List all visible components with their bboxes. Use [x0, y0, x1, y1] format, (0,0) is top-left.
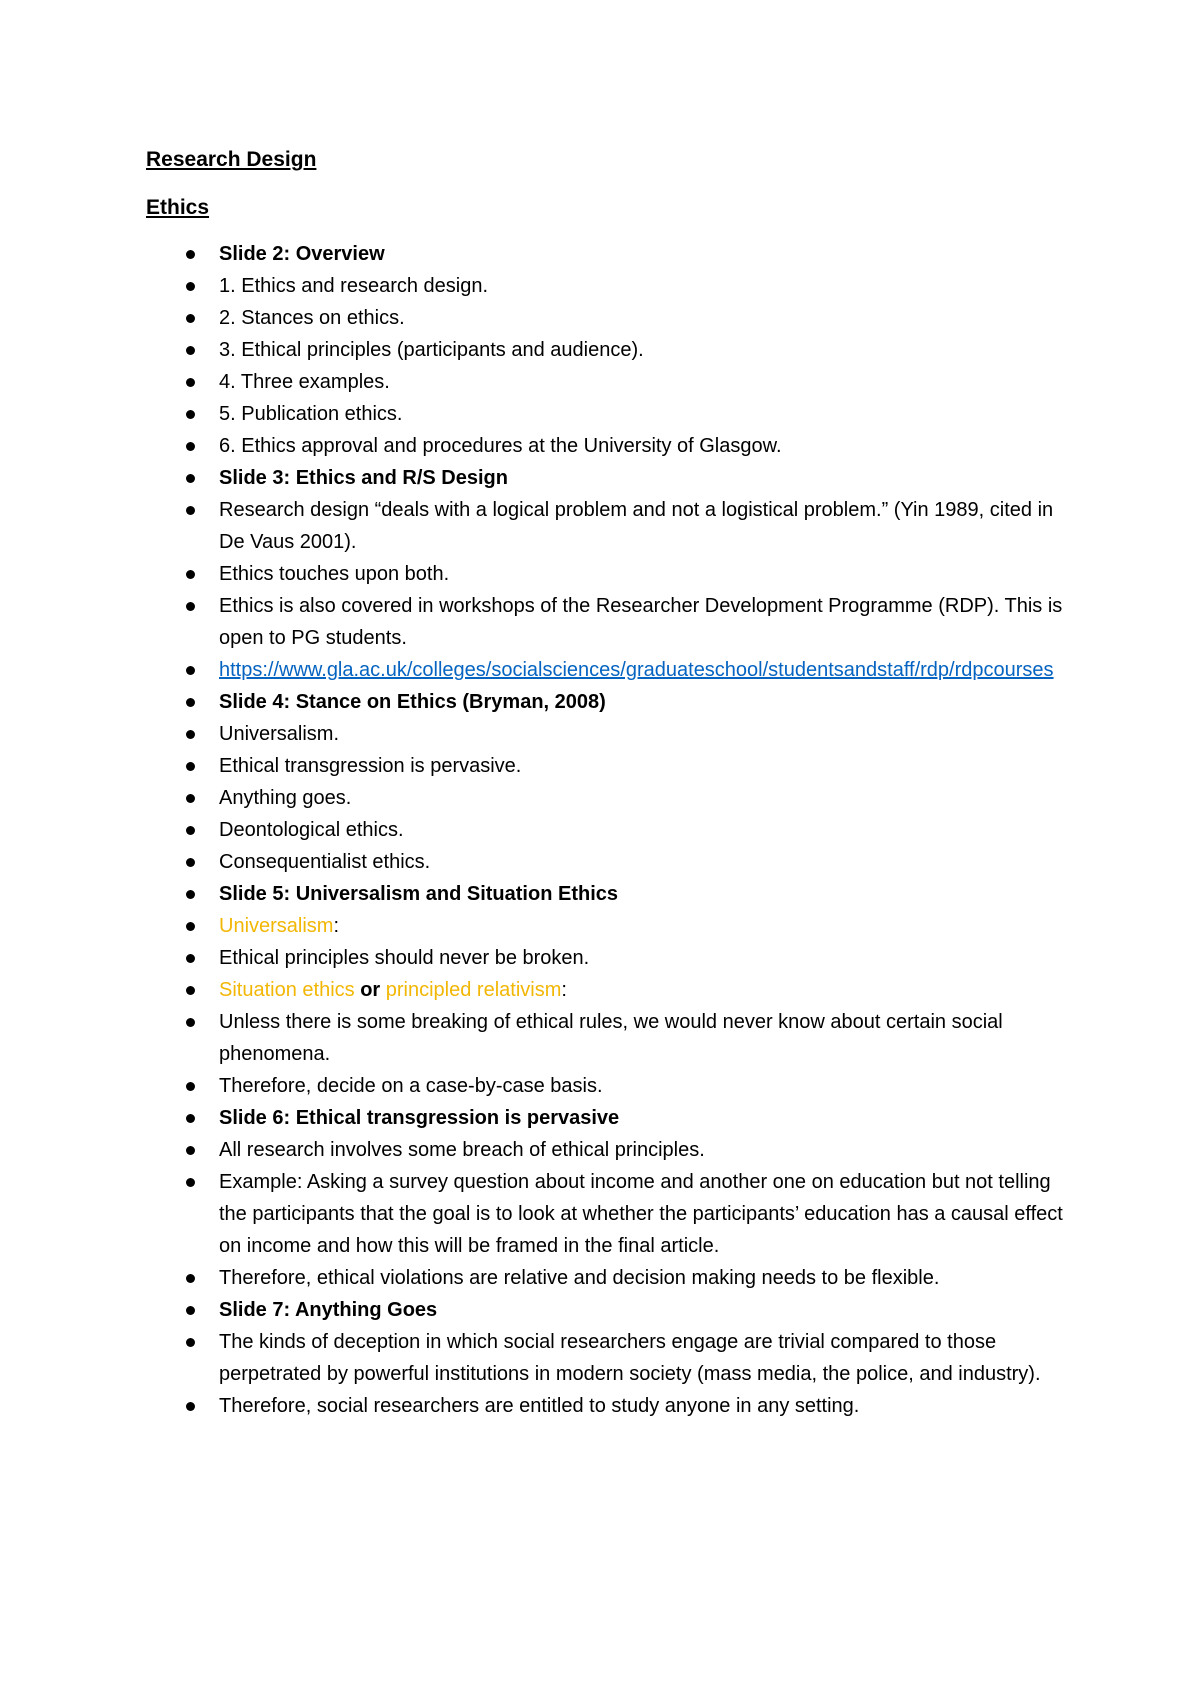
- list-item: [146, 1166, 1076, 1262]
- accent-term: principled relativism: [385, 979, 562, 1001]
- list-item-text: Slide 3: Ethics and R/S Design: [219, 467, 508, 489]
- bullet-icon: [186, 698, 195, 707]
- list-item: [146, 654, 1076, 686]
- bullet-icon: [186, 794, 195, 803]
- punctuation: :: [561, 979, 567, 1001]
- list-item-text: 5. Publication ethics.: [219, 403, 403, 425]
- list-item: [146, 494, 1076, 558]
- list-item: [146, 398, 1076, 430]
- list-item-slide-heading: [146, 238, 1076, 270]
- list-item-text: Universalism.: [219, 723, 340, 745]
- bullet-icon: [186, 890, 195, 899]
- list-item: [146, 302, 1076, 334]
- document-content: [146, 146, 1076, 1422]
- notes-list: [146, 238, 1076, 1422]
- list-item: [146, 1070, 1076, 1102]
- bullet-icon: [186, 378, 195, 387]
- list-item: [146, 590, 1076, 654]
- list-item-text: Ethical principles should never be broken.: [219, 947, 590, 969]
- bullet-icon: [186, 506, 195, 515]
- bullet-icon: [186, 1274, 195, 1283]
- rdp-courses-link[interactable]: https://www.gla.ac.uk/colleges/socialsciences/graduateschool/studentsandstaff/rdp/rdpcourses: [219, 659, 1054, 681]
- bullet-icon: [186, 666, 195, 675]
- list-item-text: Example: Asking a survey question about income and another one on education but not telling the participants that the goal is to look at whether the participants’ education has a causal effect on income and how this will be framed in the final article.: [219, 1171, 1063, 1257]
- list-item-text: The kinds of deception in which social researchers engage are trivial compared to those perpetrated by powerful institutions in modern society (mass media, the police, and industry).: [219, 1331, 1041, 1385]
- bullet-icon: [186, 410, 195, 419]
- list-item-text: 4. Three examples.: [219, 371, 390, 393]
- list-item-text: Therefore, decide on a case-by-case basis.: [219, 1075, 603, 1097]
- list-item-slide-heading: [146, 686, 1076, 718]
- list-item-text: Deontological ethics.: [219, 819, 404, 841]
- list-item-text: Slide 6: Ethical transgression is pervasive: [219, 1107, 620, 1129]
- accent-term: Situation ethics: [219, 979, 355, 1001]
- list-item-text: Consequentialist ethics.: [219, 851, 431, 873]
- bullet-icon: [186, 442, 195, 451]
- accent-term: Universalism: [219, 915, 334, 937]
- list-item: [146, 846, 1076, 878]
- bullet-icon: [186, 570, 195, 579]
- list-item-text: Unless there is some breaking of ethical rules, we would never know about certain social phenomena.: [219, 1011, 1003, 1065]
- list-item: [146, 718, 1076, 750]
- bullet-icon: [186, 986, 195, 995]
- list-item: [146, 366, 1076, 398]
- bullet-icon: [186, 730, 195, 739]
- list-item: [146, 942, 1076, 974]
- bullet-icon: [186, 1306, 195, 1315]
- list-item: [146, 558, 1076, 590]
- bullet-icon: [186, 826, 195, 835]
- bullet-icon: [186, 922, 195, 931]
- bullet-icon: [186, 762, 195, 771]
- list-item-slide-heading: [146, 1294, 1076, 1326]
- list-item: [146, 814, 1076, 846]
- list-item-text: Ethics touches upon both.: [219, 563, 450, 585]
- bullet-icon: [186, 1114, 195, 1123]
- bullet-icon: [186, 1402, 195, 1411]
- bullet-icon: [186, 858, 195, 867]
- bullet-icon: [186, 346, 195, 355]
- list-item-text: Therefore, ethical violations are relative and decision making needs to be flexible.: [219, 1267, 940, 1289]
- bullet-icon: [186, 1338, 195, 1347]
- list-item-text: Anything goes.: [219, 787, 352, 809]
- list-item-text: Ethics is also covered in workshops of the Researcher Development Programme (RDP). This is open to PG students.: [219, 595, 1063, 649]
- list-item: [146, 1006, 1076, 1070]
- bullet-icon: [186, 282, 195, 291]
- list-item: [146, 270, 1076, 302]
- bullet-icon: [186, 1178, 195, 1187]
- punctuation: :: [333, 915, 340, 937]
- list-item: [146, 1390, 1076, 1422]
- document-title: Research Design: [146, 148, 317, 171]
- connector-text: or: [354, 979, 386, 1001]
- section-heading-ethics: Ethics: [146, 196, 210, 219]
- list-item: [146, 782, 1076, 814]
- list-item-slide-heading: [146, 878, 1076, 910]
- list-item-slide-heading: [146, 462, 1076, 494]
- list-item: [146, 750, 1076, 782]
- list-item: [146, 1262, 1076, 1294]
- list-item: [146, 910, 1076, 942]
- list-item-text: 6. Ethics approval and procedures at the University of Glasgow.: [219, 435, 782, 457]
- list-item-text: Slide 4: Stance on Ethics (Bryman, 2008): [219, 691, 606, 713]
- bullet-icon: [186, 602, 195, 611]
- list-item-text: 1. Ethics and research design.: [219, 275, 489, 297]
- list-item-text: Research design “deals with a logical problem and not a logistical problem.” (Yin 1989, cited in De Vaus 2001).: [219, 499, 1054, 553]
- bullet-icon: [186, 250, 195, 259]
- list-item-text: Therefore, social researchers are entitled to study anyone in any setting.: [219, 1395, 860, 1417]
- bullet-icon: [186, 1146, 195, 1155]
- list-item-text: Slide 5: Universalism and Situation Ethics: [219, 883, 618, 905]
- list-item-text: Slide 7: Anything Goes: [219, 1299, 438, 1321]
- list-item-text: Ethical transgression is pervasive.: [219, 755, 522, 777]
- bullet-icon: [186, 1082, 195, 1091]
- list-item: [146, 1326, 1076, 1390]
- list-item-text: All research involves some breach of ethical principles.: [219, 1139, 705, 1161]
- bullet-icon: [186, 1018, 195, 1027]
- list-item-text: Slide 2: Overview: [219, 243, 385, 265]
- bullet-icon: [186, 474, 195, 483]
- list-item: [146, 974, 1076, 1006]
- list-item-text: 2. Stances on ethics.: [219, 307, 405, 329]
- bullet-icon: [186, 954, 195, 963]
- list-item-text: 3. Ethical principles (participants and audience).: [219, 339, 644, 361]
- list-item: [146, 1134, 1076, 1166]
- list-item: [146, 334, 1076, 366]
- bullet-icon: [186, 314, 195, 323]
- list-item-slide-heading: [146, 1102, 1076, 1134]
- list-item: [146, 430, 1076, 462]
